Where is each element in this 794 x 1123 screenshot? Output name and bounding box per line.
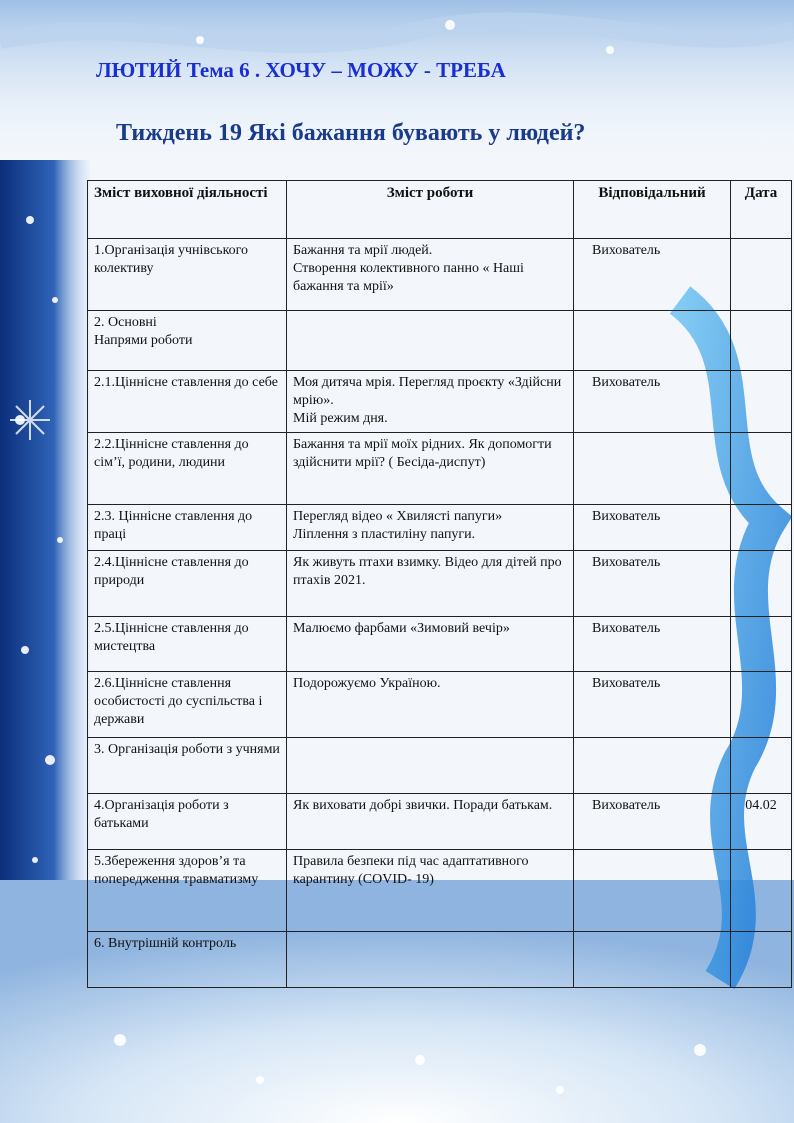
work-cell: Бажання та мрії людей. Створення колективного панно « Наші бажання та мрії» bbox=[287, 239, 574, 311]
responsible-cell bbox=[574, 737, 731, 793]
section-cell: 3. Організація роботи з учнями bbox=[88, 737, 287, 793]
work-cell: Малюємо фарбами «Зимовий вечір» bbox=[287, 616, 574, 671]
work-cell bbox=[287, 311, 574, 371]
column-header-responsible: Відповідальний bbox=[574, 181, 731, 239]
section-cell: 2.6.Ціннісне ставлення особистості до суспільства і держави bbox=[88, 671, 287, 737]
responsible-cell: Вихователь bbox=[574, 239, 731, 311]
responsible-cell bbox=[574, 931, 731, 987]
work-cell: Правила безпеки під час адаптативного карантину (COVID- 19) bbox=[287, 849, 574, 931]
month-theme-title: ЛЮТИЙ Тема 6 . ХОЧУ – МОЖУ - ТРЕБА bbox=[96, 58, 506, 82]
date-cell bbox=[731, 432, 792, 504]
date-cell: 04.02 bbox=[731, 793, 792, 849]
table-row bbox=[88, 239, 792, 311]
responsible-cell: Вихователь bbox=[574, 793, 731, 849]
work-cell: Моя дитяча мрія. Перегляд проєкту «Здійсни мрію». Мій режим дня. bbox=[287, 371, 574, 433]
table-row bbox=[88, 849, 792, 931]
table-row bbox=[88, 550, 792, 616]
work-cell: Бажання та мрії моїх рідних. Як допомогти здійснити мрії? ( Бесіда-диспут) bbox=[287, 432, 574, 504]
work-cell: Як виховати добрі звички. Поради батькам. bbox=[287, 793, 574, 849]
section-cell: 2.5.Ціннісне ставлення до мистецтва bbox=[88, 616, 287, 671]
date-cell bbox=[731, 239, 792, 311]
table-row bbox=[88, 432, 792, 504]
responsible-cell: Вихователь bbox=[574, 671, 731, 737]
date-cell bbox=[731, 737, 792, 793]
date-cell bbox=[731, 311, 792, 371]
work-cell bbox=[287, 737, 574, 793]
work-cell: Як живуть птахи взимку. Відео для дітей про птахів 2021. bbox=[287, 550, 574, 616]
table-row bbox=[88, 737, 792, 793]
column-header-date: Дата bbox=[731, 181, 792, 239]
work-cell bbox=[287, 931, 574, 987]
section-cell: 2.2.Ціннісне ставлення до сім’ї, родини, людини bbox=[88, 432, 287, 504]
table-header-row bbox=[88, 181, 792, 239]
work-cell: Перегляд відео « Хвилясті папуги» Ліплення з пластиліну папуги. bbox=[287, 504, 574, 550]
work-cell: Подорожуємо Україною. bbox=[287, 671, 574, 737]
date-cell bbox=[731, 504, 792, 550]
table-row bbox=[88, 793, 792, 849]
section-cell: 2.3. Ціннісне ставлення до праці bbox=[88, 504, 287, 550]
column-header-work: Зміст роботи bbox=[287, 181, 574, 239]
table-row bbox=[88, 311, 792, 371]
responsible-cell: Вихователь bbox=[574, 550, 731, 616]
table-row bbox=[88, 504, 792, 550]
responsible-cell: Вихователь bbox=[574, 504, 731, 550]
responsible-cell: Вихователь bbox=[574, 616, 731, 671]
responsible-cell bbox=[574, 849, 731, 931]
section-cell: 2.1.Ціннісне ставлення до себе bbox=[88, 371, 287, 433]
table-row bbox=[88, 616, 792, 671]
responsible-cell: Вихователь bbox=[574, 371, 731, 433]
table-row bbox=[88, 931, 792, 987]
responsible-cell bbox=[574, 432, 731, 504]
section-cell: 5.Збереження здоров’я та попередження травматизму bbox=[88, 849, 287, 931]
date-cell bbox=[731, 371, 792, 433]
week-title: Тиждень 19 Які бажання бувають у людей? bbox=[116, 120, 586, 146]
table-row bbox=[88, 371, 792, 433]
section-cell: 2.4.Ціннісне ставлення до природи bbox=[88, 550, 287, 616]
responsible-cell bbox=[574, 311, 731, 371]
date-cell bbox=[731, 849, 792, 931]
section-cell: 1.Організація учнівського колективу bbox=[88, 239, 287, 311]
date-cell bbox=[731, 671, 792, 737]
date-cell bbox=[731, 931, 792, 987]
table-row bbox=[88, 671, 792, 737]
date-cell bbox=[731, 616, 792, 671]
section-cell: 4.Організація роботи з батьками bbox=[88, 793, 287, 849]
column-header-activity: Зміст виховної діяльності bbox=[88, 181, 287, 239]
section-cell: 2. Основні Напрями роботи bbox=[88, 311, 287, 371]
weekly-plan-table bbox=[87, 180, 792, 988]
date-cell bbox=[731, 550, 792, 616]
section-cell: 6. Внутрішній контроль bbox=[88, 931, 287, 987]
